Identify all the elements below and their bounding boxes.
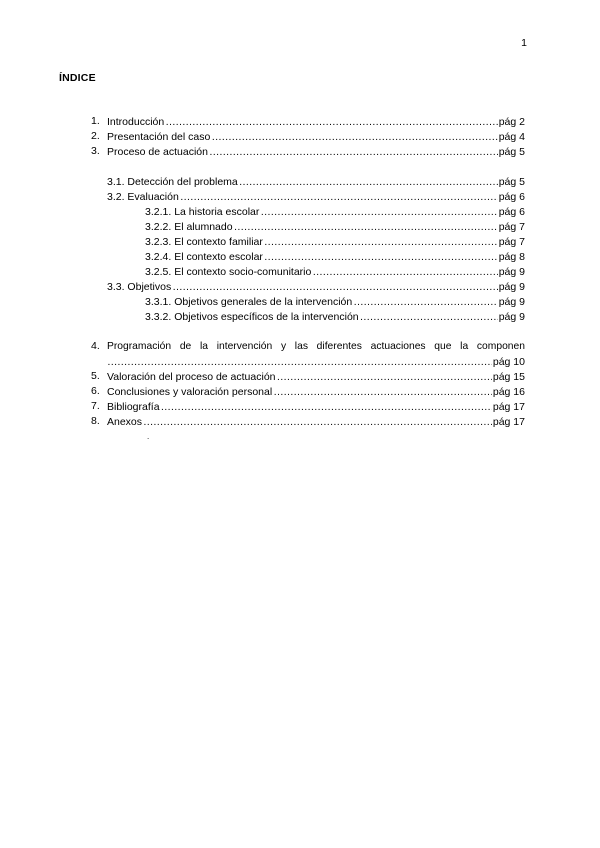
toc-entry[interactable] [107, 280, 525, 294]
toc-entry-label: 3.3.2. Objetivos específicos de la intervención [145, 311, 359, 323]
toc-leader [260, 205, 497, 219]
toc-entry-label: 3.1. Detección del problema [107, 176, 238, 188]
toc-entry[interactable] [107, 190, 525, 204]
toc-entry-page: pág 6 [498, 191, 525, 203]
toc-entry-page: pág 17 [492, 401, 525, 413]
toc-entry-label: 3.2. Evaluación [107, 191, 179, 203]
toc-leader [277, 370, 492, 384]
toc-entry[interactable] [145, 205, 525, 219]
toc-entry-number: 5. [91, 370, 100, 382]
toc-entry-label: 3.2.3. El contexto familiar [145, 236, 263, 248]
toc-entry-page: pág 9 [498, 296, 525, 308]
toc-leader [360, 310, 498, 324]
toc-entry-page: pág 9 [498, 311, 525, 323]
toc-leader [107, 355, 492, 369]
toc-entry-page: pág 7 [498, 236, 525, 248]
toc-entry[interactable] [107, 175, 525, 189]
toc-entry-number: 2. [91, 130, 100, 142]
toc-entry-number: 3. [91, 145, 100, 157]
toc-leader [180, 190, 498, 204]
toc-entry-label: Anexos [107, 416, 143, 428]
toc-entry-label: Bibliografía [107, 401, 160, 413]
toc-entry-page: pág 7 [498, 221, 525, 233]
toc-leader [211, 130, 497, 144]
stray-dot: . [147, 432, 150, 441]
toc-entry-label: Introducción [107, 116, 165, 128]
toc-entry-page: pág 17 [492, 416, 525, 428]
toc-leader [353, 295, 498, 309]
toc-entry-label: Presentación del caso [107, 131, 211, 143]
toc-entry[interactable] [145, 220, 525, 234]
toc-entry-label: 3.2.1. La historia escolar [145, 206, 260, 218]
toc-entry[interactable] [107, 145, 525, 159]
toc-entry-label: 3.2.4. El contexto escolar [145, 251, 263, 263]
toc-entry-number: 8. [91, 415, 100, 427]
toc-entry-page: pág 9 [498, 281, 525, 293]
page-number: 1 [521, 37, 527, 49]
toc-entry[interactable] [107, 370, 525, 384]
toc-entry-number: 6. [91, 385, 100, 397]
toc-entry[interactable] [145, 310, 525, 324]
toc-leader [209, 145, 498, 159]
toc-entry-page: pág 6 [498, 206, 525, 218]
toc-entry-page: pág 15 [492, 371, 525, 383]
toc-leader [161, 400, 492, 414]
toc-entry-label: Conclusiones y valoración personal [107, 386, 273, 398]
toc-entry-label: 3.3.1. Objetivos generales de la intervención [145, 296, 353, 308]
toc-leader [143, 415, 492, 429]
toc-entry-page: pág 2 [498, 116, 525, 128]
toc-leader [264, 250, 498, 264]
toc-entry[interactable] [107, 130, 525, 144]
toc-entry-page: pág 9 [498, 266, 525, 278]
toc-entry-label: 3.3. Objetivos [107, 281, 172, 293]
toc-entry-label[interactable]: Programación de la intervención y las diferentes actuaciones que la componen [107, 341, 525, 352]
toc-entry[interactable] [107, 115, 525, 129]
toc-entry-number: 1. [91, 115, 100, 127]
toc-leader [264, 235, 498, 249]
toc-entry-page: pág 8 [498, 251, 525, 263]
toc-entry[interactable] [107, 415, 525, 429]
toc-entry[interactable] [107, 385, 525, 399]
toc-entry-page: pág 4 [498, 131, 525, 143]
toc-entry[interactable] [145, 295, 525, 309]
toc-entry-label: Valoración del proceso de actuación [107, 371, 276, 383]
toc-entry-label: 3.2.2. El alumnado [145, 221, 233, 233]
toc-entry[interactable] [107, 400, 525, 414]
toc-entry-page: pág 5 [498, 146, 525, 158]
page-title: ÍNDICE [59, 72, 96, 84]
toc-leader [165, 115, 498, 129]
toc-entry-page: pág 10 [492, 356, 525, 368]
toc-entry-page: pág 5 [498, 176, 525, 188]
toc-entry[interactable] [145, 235, 525, 249]
toc-entry-number: 4. [91, 340, 100, 352]
toc-entry[interactable] [107, 355, 525, 369]
toc-leader [234, 220, 498, 234]
toc-entry-label: Proceso de actuación [107, 146, 208, 158]
toc-leader [172, 280, 498, 294]
toc-leader [312, 265, 497, 279]
toc-entry-number: 7. [91, 400, 100, 412]
toc-entry-label: 3.2.5. El contexto socio-comunitario [145, 266, 312, 278]
toc-leader [273, 385, 492, 399]
toc-entry-page: pág 16 [492, 386, 525, 398]
toc-entry[interactable] [145, 265, 525, 279]
toc-entry[interactable] [145, 250, 525, 264]
toc-leader [239, 175, 498, 189]
